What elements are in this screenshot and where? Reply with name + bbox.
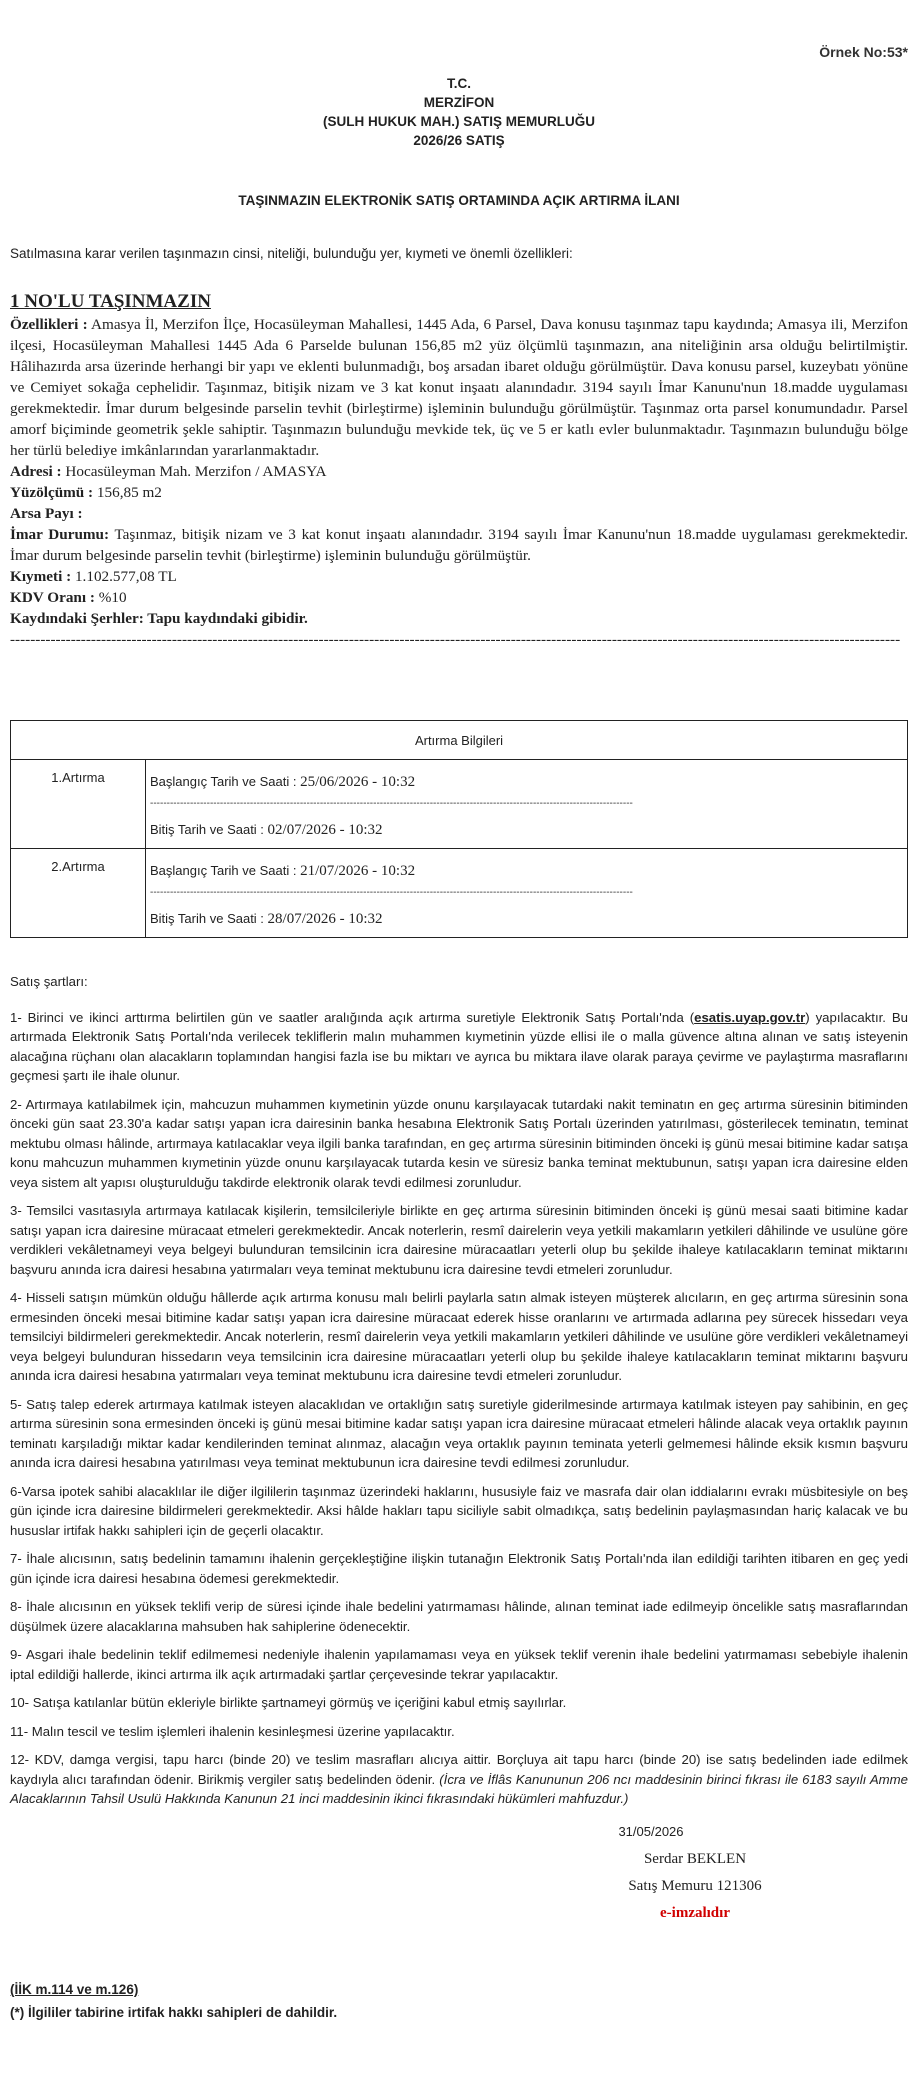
- condition-7: 7- İhale alıcısının, satış bedelinin tamamını ihalenin gerçekleştiğine ilişkin tutanağın Elektronik Satış Portalı'nda ilan edildiği tarihten itibaren en geç yedi gün içinde icra dairesi hesabına ödemesi gerekmektedir.: [10, 1551, 908, 1586]
- auction-row-label: 2.Artırma: [11, 849, 146, 938]
- start-datetime: [150, 766, 903, 794]
- e-signature-label: e-imzalıdır: [660, 1905, 730, 1921]
- features-label: Özellikleri :: [10, 316, 88, 333]
- end-label: Bitiş Tarih ve Saati :: [150, 822, 264, 837]
- section-divider: --------------------------------------------------------------------------------------------------------------------------------------------------------------------------------: [10, 631, 901, 648]
- condition-12-note: (İcra ve İflâs Kanununun 206 ncı maddesinin birinci fıkrası ile 6183 sayılı Amme Alacaklarının Tahsil Usulü Hakkında Kanunun 21 inci maddesinin ikinci fıkrasındaki hükümleri mahfuzdur.): [10, 1771, 908, 1806]
- condition-12-text: 12- KDV, damga vergisi, tapu harcı (binde 20) ve teslim masrafları alıcıya aittir. Borçluya ait tapu harcı (binde 20) ise satış bedelinden iade edilmek kaydıyla alıcı tarafından ödenir. Birikmiş vergiler satış bedelinden ödenir.: [10, 1752, 908, 1787]
- auction-table: [10, 720, 908, 938]
- header-city: MERZİFON: [423, 95, 495, 110]
- signer-name: Serdar BEKLEN: [643, 1851, 747, 1867]
- intro-text: Satılmasına karar verilen taşınmazın cinsi, niteliği, bulunduğu yer, kıymeti ve önemli özellikleri:: [10, 246, 573, 261]
- auction-row: [11, 760, 908, 849]
- end-value: 02/07/2026 - 10:32: [267, 822, 383, 838]
- condition-2: 2- Artırmaya katılabilmek için, mahcuzun muhammen kıymetinin yüzde onunu karşılayacak tutardaki nakit teminatın en geç artırma süresinin bitiminden önceki gün saat 23.30'a kadar satışı yapan icra dairesinin banka hesabına Elektronik Satış Portalı üzerinden yatırılması, gösterilecek teminatın, teminat mektubu olması hâlinde, artırmaya katılacaklar veya ilgili banka tarafından, en geç artırma süresinin bitiminden önceki iş günü mesai bitimine kadar satışa konu mahcuzun muhammen kıymetinin yüzde onunu karşılayacak tutarda kesin ve süresiz banka teminat mektubunun, satışı yapan icra dairesine elden veya sistem alt yapısı oluşturulduğu takdirde elektronik olarak tevdi edilmesi zorunludur.: [10, 1096, 908, 1190]
- header-tc: T.C.: [446, 76, 471, 91]
- property-value: [10, 566, 908, 587]
- property-section: [10, 290, 908, 650]
- condition-5: 5- Satış talep ederek artırmaya katılmak isteyen alacaklıdan ve ortaklığın satış suretiyle giderilmesinde artırmaya katılmak isteyen pay sahibinin, en geç artırma süresinin sona ermesinden önceki iş günü mesai bitimine kadar satışı yapan icra dairesine müracaat etmeleri hâlinde alacak veya ortaklık payının teminatı karşıladığı miktar kadar kendilerinden teminat alınmaz, alacağın veya ortaklık payının teminata yeterli gelmemesi hâlinde eksik kısmın başvuru anında icra dairesi hesabına yatırılması veya teminat mektubunun icra dairesine tevdi edilmesi zorunludur.: [10, 1396, 908, 1470]
- vat-value: %10: [98, 589, 127, 606]
- row-separator: -------------------------------------------------------------------------------------------------------------------------------------------------: [150, 887, 633, 898]
- law-reference: (İİK m.114 ve m.126): [10, 1982, 139, 1997]
- condition-10: 10- Satışa katılanlar bütün ekleriyle birlikte şartnameyi görmüş ve içeriğini kabul etmiş sayılırlar.: [10, 1695, 567, 1710]
- vat-label: KDV Oranı :: [10, 589, 95, 606]
- end-datetime: [150, 903, 903, 931]
- start-datetime: [150, 855, 903, 883]
- end-value: 28/07/2026 - 10:32: [267, 911, 383, 927]
- ilan-title: TAŞINMAZIN ELEKTRONİK SATIŞ ORTAMINDA AÇIK ARTIRMA İLANI: [238, 193, 680, 208]
- auction-row-label: 1.Artırma: [11, 760, 146, 849]
- address-value: Hocasüleyman Mah. Merzifon / AMASYA: [65, 463, 327, 480]
- property-heading: 1 NO'LU TAŞINMAZIN: [10, 291, 211, 312]
- features-value: Amasya İl, Merzifon İlçe, Hocasüleyman Mahallesi, 1445 Ada, 6 Parsel, Dava konusu taşınmaz tapu kaydında; Amasya ili, Merzifon ilçesi, Hocasüleyman Mahallesi 1445 Ada 6 Parselde bulunan 156,85 m2 yüz ölçümlü taşınmazın, ana niteliğinin arsa olduğu belirtilmiştir. Hâlihazırda arsa üzerinde herhangi bir yapı ve eklenti bulunmadığı, boş arsadan ibaret olduğu görülmüştür. Dava konusu parsel, kuzeybatı yönüne ve Cemiyet sokağa cephelidir. Taşınmaz, bitişik nizam ve 3 kat konut inşaatı alanındadır. 3194 sayılı İmar Kanunu'nun 18.madde uygulaması gerekmektedir. İmar durum belgesinde parselin tevhit (birleştirme) işleminin bulunduğu görülmüştür. Taşınmaz orta parsel konumundadır. Parsel amorf biçiminde geometrik şekle sahiptir. Taşınmazın bulunduğu mevkide tek, üç ve 5 er katlı evler bulunmaktadır. Taşınmazın bulunduğu bölge her türlü belediye imkânlarından yararlanmaktadır.: [10, 316, 908, 459]
- property-address: [10, 461, 908, 482]
- footer-notes: [10, 1978, 337, 2024]
- property-annotations: [10, 608, 908, 629]
- annotations-text: Kaydındaki Şerhler: Tapu kaydındaki gibidir.: [10, 610, 308, 627]
- auction-row: [11, 849, 908, 938]
- condition-9: 9- Asgari ihale bedelinin teklif edilmemesi nedeniyle ihalenin yapılamaması veya en yüksek teklif verenin ihale bedelini yatırmaması sebebiyle ihalenin iptal edildiği hallerde, ikinci artırma ilk açık artırmadaki şartlar çerçevesinde tekrar yapılacaktır.: [10, 1647, 908, 1682]
- auction-row-dates: [146, 849, 908, 938]
- ornek-no: Örnek No:53*: [819, 44, 908, 60]
- condition-4: 4- Hisseli satışın mümkün olduğu hâllerde açık artırma konusu malı belirli paylarla satın almak isteyen müşterek alıcıların, en geç artırma süresinin sona ermesinden önceki mesai bitimine kadar satışı yapan icra dairesine müracaat ederek hisse oranlarını ve artırmada adlarına pey sürecek hissedarı veya temsilciyi bildirmeleri gerekmektedir. Ancak noterlerin, resmî dairelerin veya yetkili makamların yetkileri dâhilinde ve usulüne göre verdikleri vekâletnameyi veya belgeyi bulunduran hissedarın veya temsilcinin icra dairesine müracaatları yeterli olup bu şekilde ihaleye katılacakların teminat miktarını başvuru anında icra dairesi hesabına yatırmaları veya teminat mektubunu icra dairesine tevdi etmeleri zorunludur.: [10, 1290, 908, 1383]
- start-label: Başlangıç Tarih ve Saati :: [150, 774, 297, 789]
- zoning-label: İmar Durumu:: [10, 526, 110, 543]
- zoning-value: Taşınmaz, bitişik nizam ve 3 kat konut inşaatı alanındadır. 3194 sayılı İmar Kanunu'nun 18.madde uygulaması gerekmektedir. İmar durum belgesinde parselin tevhit (birleştirme) işleminin bulunduğu görülmüştür.: [10, 526, 908, 564]
- signer-title: Satış Memuru 121306: [628, 1878, 762, 1894]
- condition-6: 6-Varsa ipotek sahibi alacaklılar ile diğer ilgililerin taşınmaz üzerindeki haklarını, hususiyle faiz ve masrafa dair olan iddialarını evrakı müsbitesiyle on beş gün içinde icra dairesine bildirmeleri gerekmektedir. Aksi hâlde hakları tapu siciliyle sabit olmadıkça, satış bedelinin paylaşmasından hariç kalacak ve bu hususlar irtifak hakkı sahipleri için de geçerli olacaktır.: [10, 1483, 908, 1538]
- condition-1-post: ) yapılacaktır. Bu artırmada Elektronik Satış Portalı'nda verilecek tekliflerin malın muhammen kıymetinin yüzde ellisi ile o malla güvence altına alınan ve satış isteyenin alacağına rüçhanı olan alacakların toplamından hangisi fazla ise bu miktarı ve ayrıca bu miktara ilave olarak paraya çevirme ve paylaştırma masraflarını geçmesi şartı ile ihale olunur.: [10, 1009, 908, 1083]
- footnote: (*) İlgililer tabirine irtifak hakkı sahipleri de dahildir.: [10, 2005, 338, 2020]
- property-zoning: [10, 524, 908, 566]
- condition-1-pre: 1- Birinci ve ikinci arttırma belirtilen gün ve saatler aralığında açık artırma suretiyle Elektronik Satış Portalı'nda (: [10, 1009, 695, 1025]
- condition-12: [10, 1750, 908, 1809]
- header-office: (SULH HUKUK MAH.) SATIŞ MEMURLUĞU: [323, 114, 595, 129]
- condition-8: 8- İhale alıcısının en yüksek teklifi verip de süresi içinde ihale bedelini yatırmaması hâlinde, alınan teminat iade edilmeyip öncelikle satış masraflarından düşülmek üzere alacaklarına mahsuben hak sahiplerine ödenecektir.: [10, 1599, 908, 1634]
- signature-date: 31/05/2026: [618, 1824, 684, 1839]
- auction-row-dates: [146, 760, 908, 849]
- start-value: 25/06/2026 - 10:32: [300, 774, 416, 790]
- conditions-title: Satış şartları:: [10, 974, 88, 989]
- land-share-label: Arsa Payı :: [10, 505, 83, 522]
- document-header: [10, 74, 908, 150]
- area-value: 156,85 m2: [96, 484, 162, 501]
- condition-1: [10, 1008, 908, 1086]
- start-label: Başlangıç Tarih ve Saati :: [150, 863, 297, 878]
- property-vat: [10, 587, 908, 608]
- sale-conditions: [10, 972, 908, 1818]
- property-area: [10, 482, 908, 503]
- condition-11: 11- Malın tescil ve teslim işlemleri ihalenin kesinleşmesi üzerine yapılacaktır.: [10, 1723, 455, 1739]
- value-label: Kıymeti :: [10, 568, 72, 585]
- property-features: [10, 314, 908, 461]
- area-label: Yüzölçümü :: [10, 484, 94, 501]
- esatis-link[interactable]: esatis.uyap.gov.tr: [694, 1009, 806, 1025]
- value-amount: 1.102.577,08 TL: [74, 568, 177, 585]
- end-label: Bitiş Tarih ve Saati :: [150, 911, 264, 926]
- signature-block: [570, 1824, 820, 1922]
- end-datetime: [150, 814, 903, 842]
- address-label: Adresi :: [10, 463, 62, 480]
- row-separator: -------------------------------------------------------------------------------------------------------------------------------------------------: [150, 798, 633, 809]
- auction-table-title: Artırma Bilgileri: [11, 721, 908, 760]
- start-value: 21/07/2026 - 10:32: [300, 863, 416, 879]
- header-file-no: 2026/26 SATIŞ: [413, 133, 505, 148]
- property-land-share: [10, 503, 908, 524]
- condition-3: 3- Temsilci vasıtasıyla artırmaya katılacak kişilerin, temsilcileriyle birlikte en geç artırma süresinin bitiminden önceki iş günü mesai saati bitimine kadar satışı yapan icra dairesine müracaat etmeleri gerekmektedir. Ancak noterlerin, resmî dairelerin veya yetkili makamların yetkileri dâhilinde ve usulüne göre verdikleri vekâletnameyi veya belgeyi bulunduran temsilcinin icra dairesine müracaatları yeterli olup bu şekilde ihaleye katılacakların teminat miktarını başvuru anında icra dairesi hesabına yatırmaları veya teminat mektubunu icra dairesine tevdi etmeleri zorunludur.: [10, 1203, 908, 1277]
